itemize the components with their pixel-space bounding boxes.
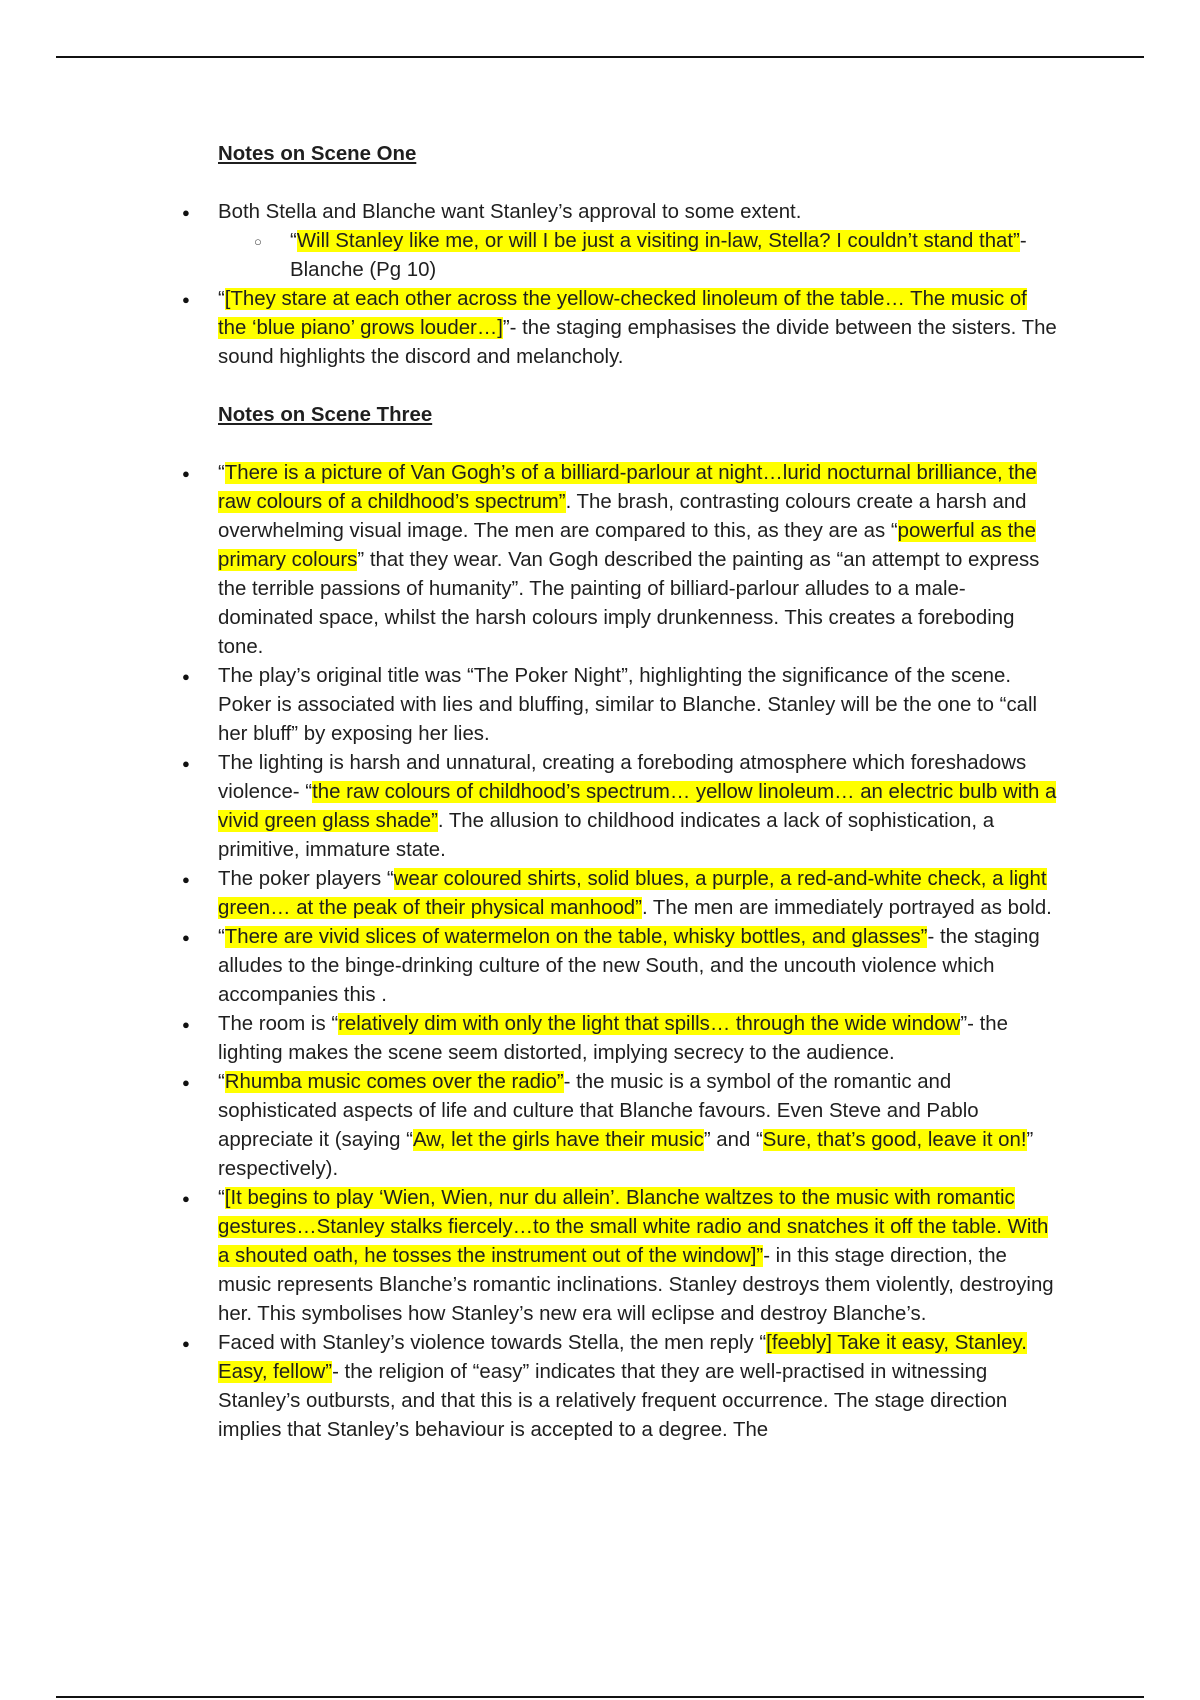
heading-scene-one: Notes on Scene One: [218, 143, 417, 165]
highlighted-quote: Sure, that’s good, leave it on!: [762, 1129, 1027, 1151]
heading-scene-three: Notes on Scene Three: [218, 404, 433, 426]
highlighted-quote: There are vivid slices of watermelon on the table, whisky bottles, and glasses”: [224, 926, 928, 948]
highlighted-quote: There is a picture of Van Gogh’s of a billiard-parlour at night…lurid nocturnal brilliance, the raw colours of a childhood’s spectrum”: [218, 462, 1037, 513]
bottom-rule: [56, 1696, 1144, 1698]
list-item: ● Both Stella and Blanche want Stanley’s approval to some extent. ○ “Will Stanley like me, or will I be just a visiting in-law, Stella? I couldn’t stand that”- Blanche (Pg 10): [218, 198, 1058, 285]
highlighted-quote: [They stare at each other across the yellow-checked linoleum of the table… The music of the ‘blue piano’ grows louder…]: [218, 288, 1027, 339]
document-body: [218, 140, 1058, 1445]
highlighted-quote: powerful as the primary colours: [218, 520, 1036, 571]
highlighted-quote: relatively dim with only the light that spills… through the wide window: [338, 1013, 961, 1035]
list-item: ● The lighting is harsh and unnatural, creating a foreboding atmosphere which foreshadows violence- “the raw colours of childhood’s spectrum… yellow linoleum… an electric bulb with a vivid green glass shade”. The allusion to childhood indicates a lack of sophistication, a primitive, immature state.: [218, 749, 1058, 865]
list-item: ● “Rhumba music comes over the radio”- the music is a symbol of the romantic and sophisticated aspects of life and culture that Blanche favours. Even Steve and Pablo appreciate it (saying “Aw, let the girls have their music” and “Sure, that’s good, leave it on!” respectively).: [218, 1068, 1058, 1184]
sub-list-item: ○ “Will Stanley like me, or will I be just a visiting in-law, Stella? I couldn’t stand that”- Blanche (Pg 10): [290, 227, 1058, 285]
highlighted-quote: [It begins to play ‘Wien, Wien, nur du allein’. Blanche waltzes to the music with romantic gestures…Stanley stalks fiercely…to the small white radio and snatches it off the table. With a shouted oath, he tosses the instrument out of the window]”: [218, 1187, 1049, 1267]
highlighted-quote: the raw colours of childhood’s spectrum… yellow linoleum… an electric bulb with a vivid green glass shade”: [218, 781, 1057, 832]
sub-list: [290, 227, 1058, 285]
list-item: ● The room is “relatively dim with only the light that spills… through the wide window”- the lighting makes the scene seem distorted, implying secrecy to the audience.: [218, 1010, 1058, 1068]
list-item: ● Faced with Stanley’s violence towards Stella, the men reply “[feebly] Take it easy, Stanley. Easy, fellow”- the religion of “easy” indicates that they are well-practised in witnessing Stanley’s outbursts, and that this is a relatively frequent occurrence. The stage direction implies that Stanley’s behaviour is accepted to a degree. The: [218, 1329, 1058, 1445]
highlighted-quote: Aw, let the girls have their music: [412, 1129, 704, 1151]
list-item: ● “[They stare at each other across the yellow-checked linoleum of the table… The music of the ‘blue piano’ grows louder…]”- the staging emphasises the divide between the sisters. The sound highlights the discord and melancholy.: [218, 285, 1058, 372]
highlighted-quote: [feebly] Take it easy, Stanley. Easy, fellow”: [218, 1332, 1027, 1383]
scene-three-list: [218, 459, 1058, 1445]
scene-one-list: [218, 198, 1058, 372]
list-item: ● “There are vivid slices of watermelon on the table, whisky bottles, and glasses”- the staging alludes to the binge-drinking culture of the new South, and the uncouth violence which accompanies this .: [218, 923, 1058, 1010]
highlighted-quote: Rhumba music comes over the radio”: [224, 1071, 564, 1093]
highlighted-quote: wear coloured shirts, solid blues, a purple, a red-and-white check, a light green… at the peak of their physical manhood”: [218, 868, 1047, 919]
list-item: ● The poker players “wear coloured shirts, solid blues, a purple, a red-and-white check, a light green… at the peak of their physical manhood”. The men are immediately portrayed as bold.: [218, 865, 1058, 923]
list-item: ● “[It begins to play ‘Wien, Wien, nur du allein’. Blanche waltzes to the music with romantic gestures…Stanley stalks fiercely…to the small white radio and snatches it off the table. With a shouted oath, he tosses the instrument out of the window]”- in this stage direction, the music represents Blanche’s romantic inclinations. Stanley destroys them violently, destroying her. This symbolises how Stanley’s new era will eclipse and destroy Blanche’s.: [218, 1184, 1058, 1329]
list-item: ● “There is a picture of Van Gogh’s of a billiard-parlour at night…lurid nocturnal brilliance, the raw colours of a childhood’s spectrum”. The brash, contrasting colours create a harsh and overwhelming visual image. The men are compared to this, as they are as “powerful as the primary colours” that they wear. Van Gogh described the painting as “an attempt to express the terrible passions of humanity”. The painting of billiard-parlour alludes to a male-dominated space, whilst the harsh colours imply drunkenness. This creates a foreboding tone.: [218, 459, 1058, 662]
top-rule: [56, 56, 1144, 58]
list-item: ● The play’s original title was “The Poker Night”, highlighting the significance of the scene. Poker is associated with lies and bluffing, similar to Blanche. Stanley will be the one to “call her bluff” by exposing her lies.: [218, 662, 1058, 749]
highlighted-quote: Will Stanley like me, or will I be just a visiting in-law, Stella? I couldn’t stand that”: [296, 230, 1020, 252]
